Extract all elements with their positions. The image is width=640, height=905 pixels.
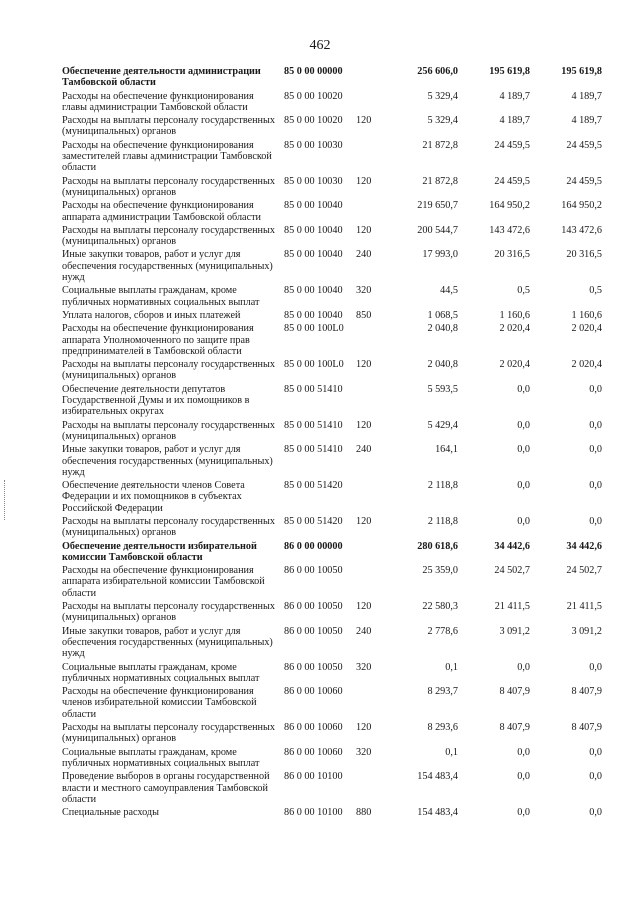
expense-name-cell: Расходы на обеспечение функционирования заместителей главы администрации Тамбовской области — [62, 139, 272, 174]
expense-name-cell: Проведение выборов в органы государственной власти и местного самоуправления Тамбовской области — [62, 771, 270, 805]
target-code-cell: 85 0 00 10040 — [284, 224, 343, 236]
table-row — [62, 359, 602, 384]
target-code-cell: 86 0 00 10050 — [284, 661, 343, 673]
expense-type-cell — [356, 480, 386, 516]
expense-name-cell: Расходы на выплаты персоналу государственных (муниципальных) органов — [62, 419, 275, 442]
amount-year-2-cell: 0,0 — [517, 419, 530, 431]
expense-type-cell — [356, 686, 386, 722]
amount-year-3-cell: 34 442,6 — [566, 540, 602, 552]
expense-type-cell — [356, 66, 386, 91]
amount-year-1-cell: 8 293,7 — [427, 686, 458, 698]
expense-name-cell: Расходы на выплаты персоналу государственных (муниципальных) органов — [62, 175, 275, 198]
table-row — [62, 384, 602, 420]
amount-year-1-cell: 5 593,5 — [427, 383, 458, 395]
amount-year-2-cell: 2 020,4 — [499, 359, 530, 371]
amount-year-1-cell: 8 293,6 — [427, 722, 458, 734]
expense-type-cell — [356, 200, 386, 225]
expense-name-cell: Расходы на выплаты персоналу государственных (муниципальных) органов — [62, 115, 275, 138]
amount-year-2-cell: 143 472,6 — [489, 224, 530, 236]
amount-year-1-cell: 2 118,8 — [427, 480, 458, 492]
amount-year-1-cell: 2 118,8 — [427, 515, 458, 527]
table-row — [62, 686, 602, 722]
expense-type-cell: 120 — [356, 175, 372, 187]
expense-type-cell: 320 — [356, 661, 372, 673]
expense-type-cell: 120 — [356, 601, 372, 613]
amount-year-1-cell: 1 068,5 — [427, 309, 458, 321]
table-row — [62, 285, 602, 310]
amount-year-1-cell: 0,1 — [445, 746, 458, 758]
table-section-row — [62, 66, 602, 91]
expense-type-cell: 120 — [356, 515, 372, 527]
amount-year-3-cell: 0,0 — [589, 480, 602, 492]
table-row — [62, 91, 602, 116]
amount-year-2-cell: 2 020,4 — [499, 323, 530, 335]
expense-type-cell: 320 — [356, 285, 372, 297]
table-row — [62, 771, 602, 807]
amount-year-1-cell: 280 618,6 — [417, 540, 458, 552]
table-row — [62, 565, 602, 601]
amount-year-3-cell: 8 407,9 — [571, 722, 602, 734]
expense-name-cell: Социальные выплаты гражданам, кроме публичных нормативных социальных выплат — [62, 285, 260, 308]
target-code-cell: 85 0 00 10020 — [284, 90, 343, 102]
expense-name-cell: Специальные расходы — [62, 807, 159, 819]
table-row — [62, 225, 602, 250]
amount-year-1-cell: 21 872,8 — [422, 175, 458, 187]
amount-year-1-cell: 5 329,4 — [427, 90, 458, 102]
target-code-cell: 85 0 00 51410 — [284, 419, 343, 431]
expense-name-cell: Обеспечение деятельности депутатов Государственной Думы и их помощников в избирательных округах — [62, 383, 250, 418]
target-code-cell: 85 0 00 10030 — [284, 139, 343, 151]
expense-name-cell: Расходы на выплаты персоналу государственных (муниципальных) органов — [62, 722, 275, 745]
table-row — [62, 200, 602, 225]
expense-type-cell — [356, 541, 386, 566]
table-row — [62, 722, 602, 747]
amount-year-3-cell: 2 020,4 — [571, 359, 602, 371]
amount-year-2-cell: 164 950,2 — [489, 200, 530, 212]
target-code-cell: 85 0 00 10020 — [284, 115, 343, 127]
amount-year-2-cell: 8 407,9 — [499, 722, 530, 734]
expense-type-cell — [356, 140, 386, 176]
expense-type-cell: 240 — [356, 625, 372, 637]
expense-name-cell: Расходы на обеспечение функционирования аппарата Уполномоченного по защите прав предпринимателей в Тамбовской области — [62, 323, 254, 357]
amount-year-1-cell: 154 483,4 — [417, 807, 458, 819]
expense-name-cell: Расходы на выплаты персоналу государственных (муниципальных) органов — [62, 515, 275, 539]
amount-year-1-cell: 2 040,8 — [427, 323, 458, 335]
amount-year-1-cell: 22 580,3 — [422, 601, 458, 613]
target-code-cell: 86 0 00 10060 — [284, 746, 343, 758]
amount-year-2-cell: 0,0 — [517, 661, 530, 673]
amount-year-1-cell: 5 429,4 — [427, 419, 458, 431]
amount-year-1-cell: 200 544,7 — [417, 224, 458, 236]
expense-type-cell — [356, 565, 386, 601]
target-code-cell: 86 0 00 10050 — [284, 625, 343, 637]
amount-year-1-cell: 0,1 — [445, 661, 458, 673]
amount-year-3-cell: 24 502,7 — [566, 565, 602, 577]
target-code-cell: 86 0 00 10100 — [284, 807, 343, 819]
amount-year-2-cell: 24 459,5 — [494, 139, 530, 151]
expense-name-cell: Расходы на обеспечение функционирования членов избирательной комиссии Тамбовской области — [62, 686, 257, 720]
amount-year-3-cell: 0,0 — [589, 515, 602, 527]
expense-name-cell: Уплата налогов, сборов и иных платежей — [62, 309, 241, 321]
expense-type-cell — [356, 323, 386, 359]
amount-year-3-cell: 4 189,7 — [571, 115, 602, 127]
amount-year-1-cell: 2 040,8 — [427, 359, 458, 371]
table-row — [62, 176, 602, 201]
amount-year-1-cell: 5 329,4 — [427, 115, 458, 127]
table-row — [62, 601, 602, 626]
amount-year-3-cell: 20 316,5 — [566, 249, 602, 261]
amount-year-3-cell: 0,0 — [589, 771, 602, 783]
amount-year-3-cell: 164 950,2 — [561, 200, 602, 212]
target-code-cell: 86 0 00 10060 — [284, 722, 343, 734]
expense-name-cell: Иные закупки товаров, работ и услуг для обеспечения государственных (муниципальных) нужд — [62, 444, 273, 478]
amount-year-3-cell: 143 472,6 — [561, 224, 602, 236]
expense-type-cell: 320 — [356, 746, 372, 758]
amount-year-2-cell: 0,0 — [517, 807, 530, 819]
amount-year-2-cell: 0,5 — [517, 285, 530, 297]
amount-year-1-cell: 2 778,6 — [427, 625, 458, 637]
expense-type-cell — [356, 91, 386, 116]
table-row — [62, 516, 602, 541]
expense-type-cell: 120 — [356, 359, 372, 371]
table-section-row — [62, 541, 602, 566]
expense-type-cell: 880 — [356, 807, 372, 819]
expense-type-cell: 120 — [356, 722, 372, 734]
target-code-cell: 86 0 00 10050 — [284, 565, 343, 577]
amount-year-2-cell: 1 160,6 — [499, 309, 530, 321]
amount-year-3-cell: 21 411,5 — [566, 601, 602, 613]
target-code-cell: 85 0 00 10040 — [284, 249, 343, 261]
table-row — [62, 310, 602, 323]
amount-year-2-cell: 0,0 — [517, 444, 530, 456]
amount-year-1-cell: 219 650,7 — [417, 200, 458, 212]
expense-name-cell: Расходы на выплаты персоналу государственных (муниципальных) органов — [62, 601, 275, 624]
amount-year-1-cell: 154 483,4 — [417, 771, 458, 783]
amount-year-2-cell: 4 189,7 — [499, 115, 530, 127]
target-code-cell: 86 0 00 10100 — [284, 771, 343, 783]
expense-name-cell: Обеспечение деятельности администрации Тамбовской области — [62, 66, 261, 89]
table-row — [62, 444, 602, 480]
expense-type-cell: 120 — [356, 419, 372, 431]
amount-year-1-cell: 17 993,0 — [422, 249, 458, 261]
expense-name-cell: Обеспечение деятельности избирательной комиссии Тамбовской области — [62, 540, 257, 563]
expense-name-cell: Расходы на обеспечение функционирования главы администрации Тамбовской области — [62, 90, 254, 113]
target-code-cell: 86 0 00 10050 — [284, 601, 343, 613]
target-code-cell: 85 0 00 10040 — [284, 200, 343, 212]
table-row — [62, 662, 602, 687]
amount-year-2-cell: 24 502,7 — [494, 565, 530, 577]
target-code-cell: 85 0 00 51420 — [284, 480, 343, 492]
amount-year-3-cell: 0,0 — [589, 661, 602, 673]
amount-year-3-cell: 0,5 — [589, 285, 602, 297]
amount-year-2-cell: 0,0 — [517, 515, 530, 527]
page-number: 462 — [309, 38, 331, 53]
amount-year-2-cell: 195 619,8 — [489, 66, 530, 77]
table-row — [62, 140, 602, 176]
amount-year-1-cell: 164,1 — [435, 444, 458, 456]
expense-name-cell: Расходы на выплаты персоналу государственных (муниципальных) органов — [62, 224, 275, 248]
table-row — [62, 747, 602, 772]
amount-year-3-cell: 195 619,8 — [561, 66, 602, 77]
amount-year-3-cell: 0,0 — [589, 746, 602, 758]
expense-name-cell: Иные закупки товаров, работ и услуг для обеспечения государственных (муниципальных) нужд — [62, 625, 273, 660]
amount-year-3-cell: 2 020,4 — [571, 323, 602, 335]
amount-year-1-cell: 256 606,0 — [417, 66, 458, 77]
expense-type-cell: 120 — [356, 224, 372, 236]
amount-year-2-cell: 24 459,5 — [494, 175, 530, 187]
target-code-cell: 85 0 00 10040 — [284, 309, 343, 321]
budget-table — [62, 66, 602, 820]
amount-year-3-cell: 3 091,2 — [571, 625, 602, 637]
amount-year-2-cell: 0,0 — [517, 771, 530, 783]
budget-table-body — [62, 66, 602, 820]
target-code-cell: 85 0 00 51410 — [284, 383, 343, 395]
target-code-cell: 86 0 00 00000 — [284, 540, 343, 552]
table-row — [62, 323, 602, 359]
expense-name-cell: Социальные выплаты гражданам, кроме публичных нормативных социальных выплат — [62, 746, 260, 769]
expense-name-cell: Расходы на выплаты персоналу государственных (муниципальных) органов — [62, 359, 275, 382]
target-code-cell: 85 0 00 10040 — [284, 285, 343, 297]
amount-year-3-cell: 24 459,5 — [566, 175, 602, 187]
table-row — [62, 626, 602, 662]
amount-year-3-cell: 0,0 — [589, 383, 602, 395]
amount-year-2-cell: 0,0 — [517, 746, 530, 758]
expense-name-cell: Расходы на обеспечение функционирования аппарата администрации Тамбовской области — [62, 200, 261, 223]
target-code-cell: 85 0 00 100L0 — [284, 359, 344, 371]
target-code-cell: 85 0 00 00000 — [284, 66, 343, 77]
expense-name-cell: Обеспечение деятельности членов Совета Федерации и их помощников в субъектах Российской Федерации — [62, 480, 245, 514]
amount-year-1-cell: 21 872,8 — [422, 139, 458, 151]
table-row — [62, 249, 602, 285]
table-row — [62, 420, 602, 445]
scan-margin-mark — [4, 480, 6, 520]
amount-year-1-cell: 25 359,0 — [422, 565, 458, 577]
expense-type-cell: 120 — [356, 115, 372, 127]
target-code-cell: 85 0 00 10030 — [284, 175, 343, 187]
expense-name-cell: Расходы на обеспечение функционирования аппарата избирательной комиссии Тамбовской области — [62, 565, 265, 599]
amount-year-2-cell: 4 189,7 — [499, 90, 530, 102]
amount-year-3-cell: 1 160,6 — [571, 309, 602, 321]
amount-year-3-cell: 4 189,7 — [571, 90, 602, 102]
target-code-cell: 85 0 00 51410 — [284, 444, 343, 456]
amount-year-3-cell: 8 407,9 — [571, 686, 602, 698]
amount-year-2-cell: 21 411,5 — [494, 601, 530, 613]
target-code-cell: 86 0 00 10060 — [284, 686, 343, 698]
expense-type-cell: 240 — [356, 444, 372, 456]
expense-type-cell: 850 — [356, 309, 372, 321]
expense-type-cell — [356, 384, 386, 420]
table-row — [62, 115, 602, 140]
amount-year-2-cell: 3 091,2 — [499, 625, 530, 637]
target-code-cell: 85 0 00 51420 — [284, 515, 343, 527]
table-row — [62, 807, 602, 820]
amount-year-2-cell: 8 407,9 — [499, 686, 530, 698]
amount-year-3-cell: 24 459,5 — [566, 139, 602, 151]
expense-name-cell: Иные закупки товаров, работ и услуг для обеспечения государственных (муниципальных) нужд — [62, 249, 273, 284]
amount-year-3-cell: 0,0 — [589, 444, 602, 456]
expense-type-cell: 240 — [356, 249, 372, 261]
amount-year-1-cell: 44,5 — [440, 285, 458, 297]
amount-year-2-cell: 0,0 — [517, 480, 530, 492]
amount-year-2-cell: 0,0 — [517, 383, 530, 395]
amount-year-2-cell: 34 442,6 — [494, 540, 530, 552]
amount-year-3-cell: 0,0 — [589, 419, 602, 431]
expense-type-cell — [356, 771, 386, 807]
table-row — [62, 480, 602, 516]
expense-name-cell: Социальные выплаты гражданам, кроме публичных нормативных социальных выплат — [62, 661, 260, 684]
amount-year-2-cell: 20 316,5 — [494, 249, 530, 261]
amount-year-3-cell: 0,0 — [589, 807, 602, 819]
target-code-cell: 85 0 00 100L0 — [284, 323, 344, 335]
